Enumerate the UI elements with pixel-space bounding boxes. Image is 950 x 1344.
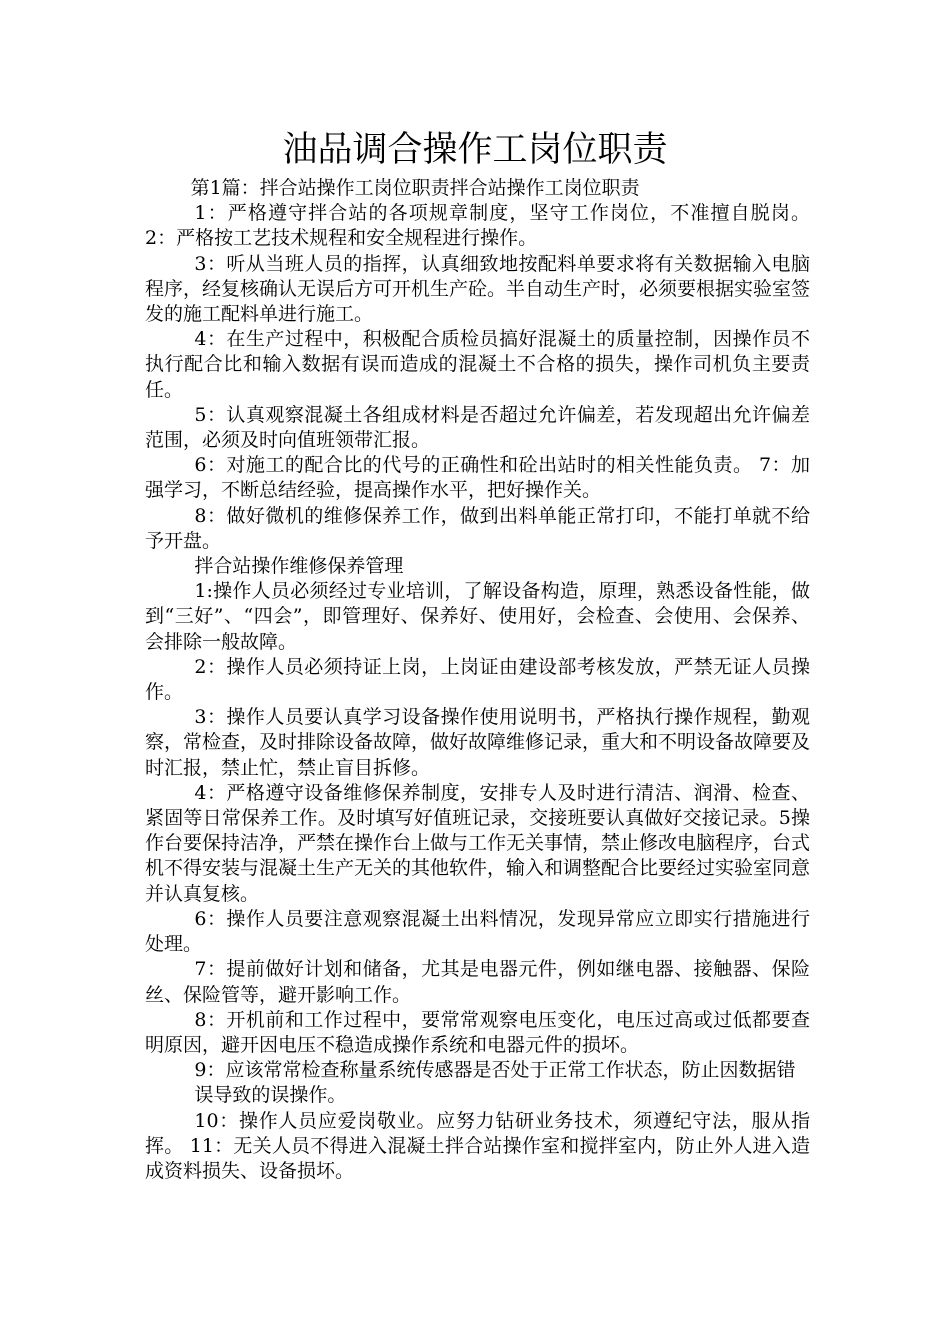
paragraph-maintenance-7: 7：提前做好计划和储备，尤其是电器元件，例如继电器、接触器、保险丝、保险管等，避开影响工作。 [145,958,810,1006]
paragraph-duty-3: 3：听从当班人员的指挥，认真细致地按配料单要求将有关数据输入电脑程序，经复核确认无误后方可开机生产砼。半自动生产时，必须要根据实验室签发的施工配料单进行施工。 [145,252,811,326]
paragraph-maintenance-heading: 拌合站操作维修保养管理 [194,555,404,578]
paragraph-maintenance-6: 6：操作人员要注意观察混凝土出料情况，发现异常应立即实行措施进行处理。 [145,907,810,956]
paragraph-maintenance-1: 1:操作人员必须经过专业培训，了解设备构造，原理，熟悉设备性能，做到“三好”、“四会”，即管理好、保养好、使用好，会检查、会使用、会保养、会排除一般故障。 [145,580,810,653]
paragraph-maintenance-8: 8：开机前和工作过程中，要常常观察电压变化，电压过高或过低都要查明原因，避开因电压不稳造成操作系统和电器元件的损坏。 [145,1008,810,1056]
paragraph-duty-4: 4：在生产过程中，积极配合质检员搞好混凝土的质量控制，因操作员不执行配合比和输入数据有误而造成的混凝土不合格的损失，操作司机负主要责任。 [145,328,810,401]
paragraph-duty-5: 5：认真观察混凝土各组成材料是否超过允许偏差，若发现超出允许偏差范围，必须及时向值班领带汇报。 [145,403,810,452]
paragraph-duty-6-7: 6：对施工的配合比的代号的正确性和砼出站时的相关性能负责。 7：加强学习，不断总结经验，提高操作水平，把好操作关。 [145,454,810,502]
paragraph-section-heading: 第1篇：拌合站操作工岗位职责拌合站操作工岗位职责 [190,177,640,199]
paragraph-maintenance-3: 3：操作人员要认真学习设备操作使用说明书，严格执行操作规程，勤观察，常检查，及时排除设备故障，做好故障维修记录，重大和不明设备故障要及时汇报，禁止忙，禁止盲目拆修。 [145,706,811,779]
document-body [145,176,810,1184]
paragraph-duty-8: 8：做好微机的维修保养工作，做到出料单能正常打印，不能打单就不给予开盘。 [145,504,810,552]
paragraph-maintenance-10-11: 10：操作人员应爱岗敬业。应努力钻研业务技术，须遵纪守法，服从指挥。 11：无关人员不得进入混凝土拌合站操作室和搅拌室内，防止外人进入造成资料损失、设备损坏。 [145,1109,810,1182]
paragraph-maintenance-2: 2：操作人员必须持证上岗，上岗证由建设部考核发放，严禁无证人员操作。 [145,655,810,704]
paragraph-maintenance-9: 9：应该常常检查称量系统传感器是否处于正常工作状态，防止因数据错 [194,1059,796,1082]
paragraph-duty-1-2: 1：严格遵守拌合站的各项规章制度，坚守工作岗位，不准擅自脱岗。 2：严格按工艺技术规程和安全规程进行操作。 [145,202,810,250]
paragraph-maintenance-4-5: 4：严格遵守设备维修保养制度，安排专人及时进行清洁、润滑、检查、紧固等日常保养工作。及时填写好值班记录，交接班要认真做好交接记录。5操作台要保持洁净，严禁在操作台上做与工作无关事情，禁止修改电脑程序，台式机不得安装与混凝土生产无关的其他软件，输入和调整配合比要经过实验室同意并认真复核。 [145,781,811,905]
document-title: 油品调合操作工岗位职责 [282,130,668,170]
paragraph-maintenance-9-continued: 误导致的误操作。 [194,1084,347,1107]
